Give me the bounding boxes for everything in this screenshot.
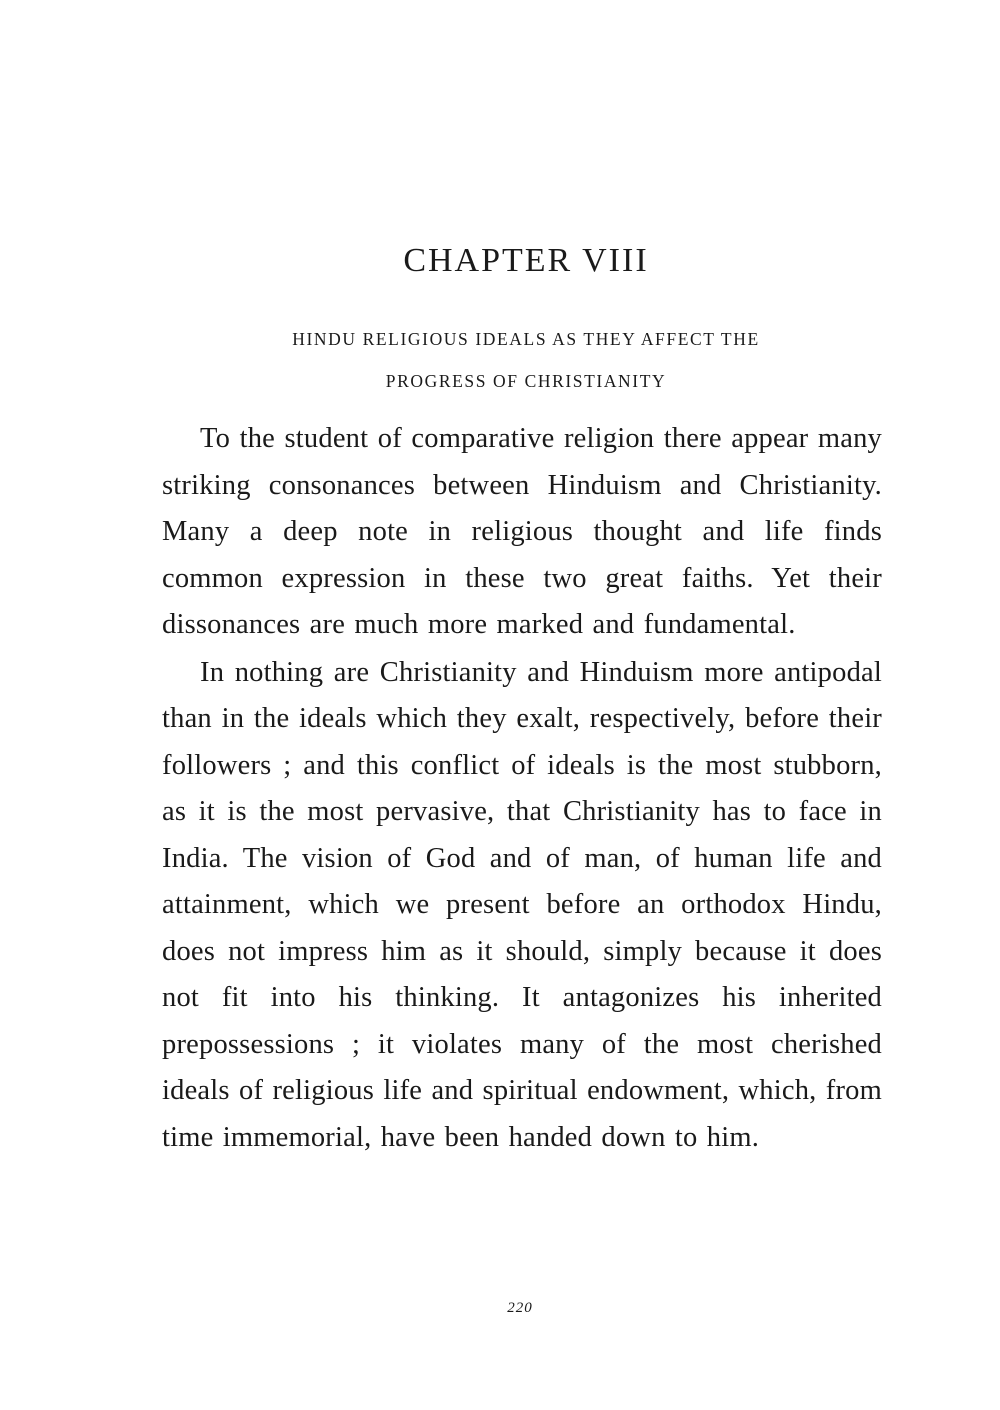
body-text	[162, 416, 882, 1162]
chapter-subtitle-line-1: HINDU RELIGIOUS IDEALS AS THEY AFFECT THE	[292, 329, 760, 349]
chapter-subtitle-line-2: PROGRESS OF CHRISTIANITY	[385, 371, 667, 391]
paragraph-2: In nothing are Christianity and Hinduism more antipodal than in the ideals which they exalt, respectively, before their followers ; and this conflict of ideals is the most stubborn, as it is the most pervasive, that Christianity has to face in India. The vision of God and of man, of human life and attainment, which we present before an orthodox Hindu, does not impress him as it should, simply because it does not fit into his thinking. It antagonizes his inherited prepossessions ; it violates many of the most cherished ideals of religious life and spiritual endowment, which, from time immemorial, have been handed down to him.	[162, 656, 882, 1153]
paragraph-1: To the student of comparative religion there appear many striking consonances between Hinduism and Christianity. Many a deep note in religious thought and life finds common expression in these two great faiths. Yet their dissonances are much more marked and fundamental.	[162, 423, 882, 640]
page-number: 220	[507, 1300, 533, 1316]
chapter-subtitle	[160, 318, 892, 402]
chapter-title: CHAPTER VIII	[403, 242, 649, 279]
